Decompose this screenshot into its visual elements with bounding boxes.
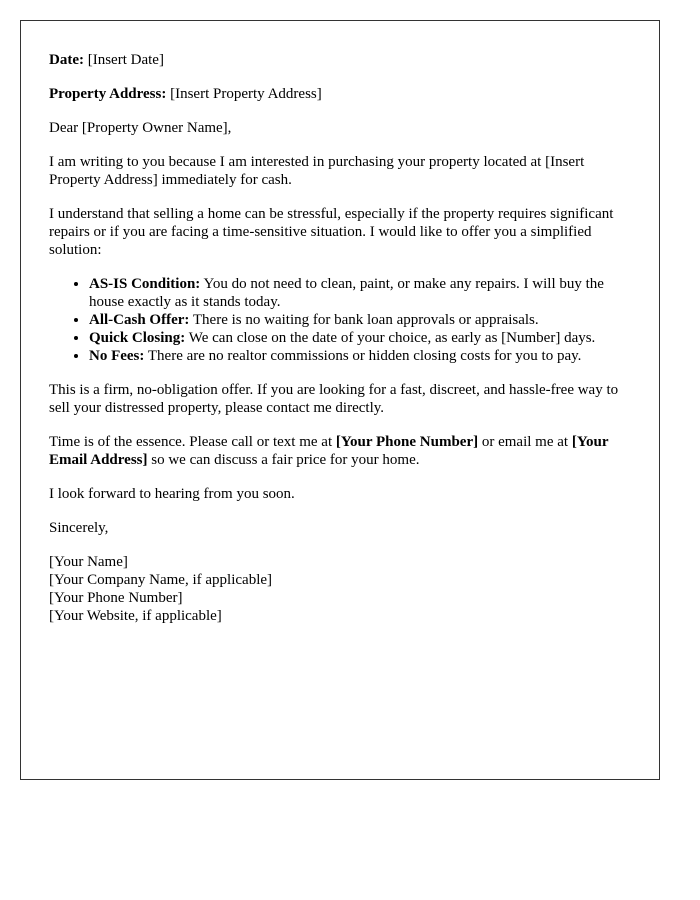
benefits-list bbox=[49, 275, 631, 365]
intro-paragraph: I am writing to you because I am interested in purchasing your property located at [Insert Property Address] immediately for cash. bbox=[49, 154, 585, 188]
property-address-line bbox=[49, 85, 631, 103]
benefit-item-all-cash bbox=[89, 311, 631, 329]
signoff: Sincerely, bbox=[49, 520, 109, 536]
property-address-value: [Insert Property Address] bbox=[170, 86, 322, 102]
contact-text-2: or email me at bbox=[481, 434, 569, 450]
property-address-label: Property Address: bbox=[49, 86, 167, 102]
contact-email: [Your Email Address] bbox=[49, 434, 609, 468]
benefit-text: There is no waiting for bank loan approvals or appraisals. bbox=[192, 312, 539, 328]
signature-company: [Your Company Name, if applicable] bbox=[49, 572, 273, 588]
offer-paragraph: This is a firm, no-obligation offer. If you are looking for a fast, discreet, and hassle-free way to sell your distressed property, please contact me directly. bbox=[49, 382, 619, 416]
benefit-text: We can close on the date of your choice, as early as [Number] days. bbox=[188, 330, 596, 346]
contact-phone: [Your Phone Number] bbox=[335, 434, 479, 450]
benefit-item-no-fees bbox=[89, 347, 631, 365]
benefit-item-quick-closing bbox=[89, 329, 631, 347]
letter-document bbox=[20, 20, 660, 780]
benefit-item-as-is bbox=[89, 275, 631, 311]
signature-phone: [Your Phone Number] bbox=[49, 590, 183, 606]
benefit-title: Quick Closing: bbox=[89, 330, 186, 346]
benefit-title: All-Cash Offer: bbox=[89, 312, 190, 328]
signature-name: [Your Name] bbox=[49, 554, 128, 570]
date-value: [Insert Date] bbox=[87, 52, 164, 68]
benefit-title: AS-IS Condition: bbox=[89, 276, 201, 292]
date-label: Date: bbox=[49, 52, 84, 68]
closing-line: I look forward to hearing from you soon. bbox=[49, 486, 295, 502]
signature-block bbox=[49, 553, 631, 625]
date-line bbox=[49, 51, 631, 69]
signature-website: [Your Website, if applicable] bbox=[49, 608, 222, 624]
contact-paragraph bbox=[49, 433, 631, 469]
contact-text-3: so we can discuss a fair price for your home. bbox=[151, 452, 420, 468]
benefit-text: There are no realtor commissions or hidden closing costs for you to pay. bbox=[147, 348, 582, 364]
benefit-title: No Fees: bbox=[89, 348, 145, 364]
benefit-text: You do not need to clean, paint, or make any repairs. I will buy the house exactly as it stands today. bbox=[89, 276, 604, 310]
salutation: Dear [Property Owner Name], bbox=[49, 120, 232, 136]
understanding-paragraph: I understand that selling a home can be stressful, especially if the property requires significant repairs or if you are facing a time-sensitive situation. I would like to offer you a simplified solution: bbox=[49, 206, 614, 258]
contact-text-1: Time is of the essence. Please call or text me at bbox=[49, 434, 333, 450]
